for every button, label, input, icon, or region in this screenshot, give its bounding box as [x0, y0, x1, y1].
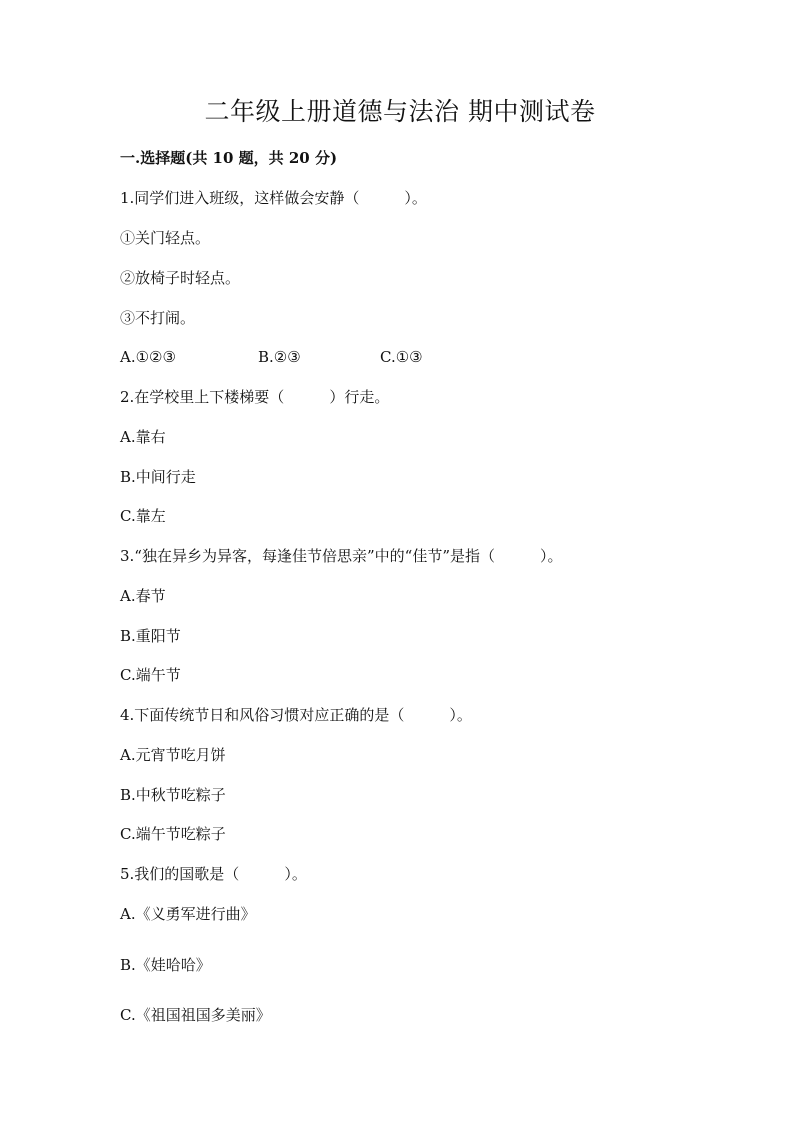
- question-5-option-b[interactable]: B.《娃哈哈》: [120, 956, 211, 974]
- question-1-statement-3: ③不打闹。: [120, 309, 196, 327]
- question-4-option-a[interactable]: A.元宵节吃月饼: [120, 746, 226, 764]
- question-2-option-b[interactable]: B.中间行走: [120, 468, 196, 486]
- exam-title: 二年级上册道德与法治 期中测试卷: [204, 97, 596, 126]
- question-1-stem: 1.同学们进入班级，这样做会安静（ ）。: [120, 189, 427, 207]
- question-2-stem: 2.在学校里上下楼梯要（ ）行走。: [120, 388, 390, 406]
- question-1-option-b[interactable]: B.②③: [258, 348, 301, 366]
- section-heading: 一.选择题(共 10 题，共 20 分): [120, 149, 338, 167]
- question-1-options: [120, 345, 423, 369]
- question-1-option-a[interactable]: A.①②③: [120, 348, 176, 366]
- question-4-stem: 4.下面传统节日和风俗习惯对应正确的是（ ）。: [120, 706, 472, 724]
- question-3-option-a[interactable]: A.春节: [120, 587, 166, 605]
- question-3-option-c[interactable]: C.端午节: [120, 666, 181, 684]
- question-5-stem: 5.我们的国歌是（ ）。: [120, 865, 307, 883]
- question-3-stem: 3.“独在异乡为异客，每逢佳节倍思亲”中的“佳节”是指（ ）。: [120, 547, 563, 565]
- question-1-option-c[interactable]: C.①③: [380, 348, 423, 366]
- question-4-option-c[interactable]: C.端午节吃粽子: [120, 825, 226, 843]
- question-5-option-c[interactable]: C.《祖国祖国多美丽》: [120, 1006, 271, 1024]
- question-1-statement-2: ②放椅子时轻点。: [120, 269, 241, 287]
- question-5-option-a[interactable]: A.《义勇军进行曲》: [120, 905, 256, 923]
- question-1-statement-1: ①关门轻点。: [120, 229, 211, 247]
- question-4-option-b[interactable]: B.中秋节吃粽子: [120, 786, 226, 804]
- question-2-option-c[interactable]: C.靠左: [120, 507, 166, 525]
- question-2-option-a[interactable]: A.靠右: [120, 428, 166, 446]
- question-3-option-b[interactable]: B.重阳节: [120, 627, 181, 645]
